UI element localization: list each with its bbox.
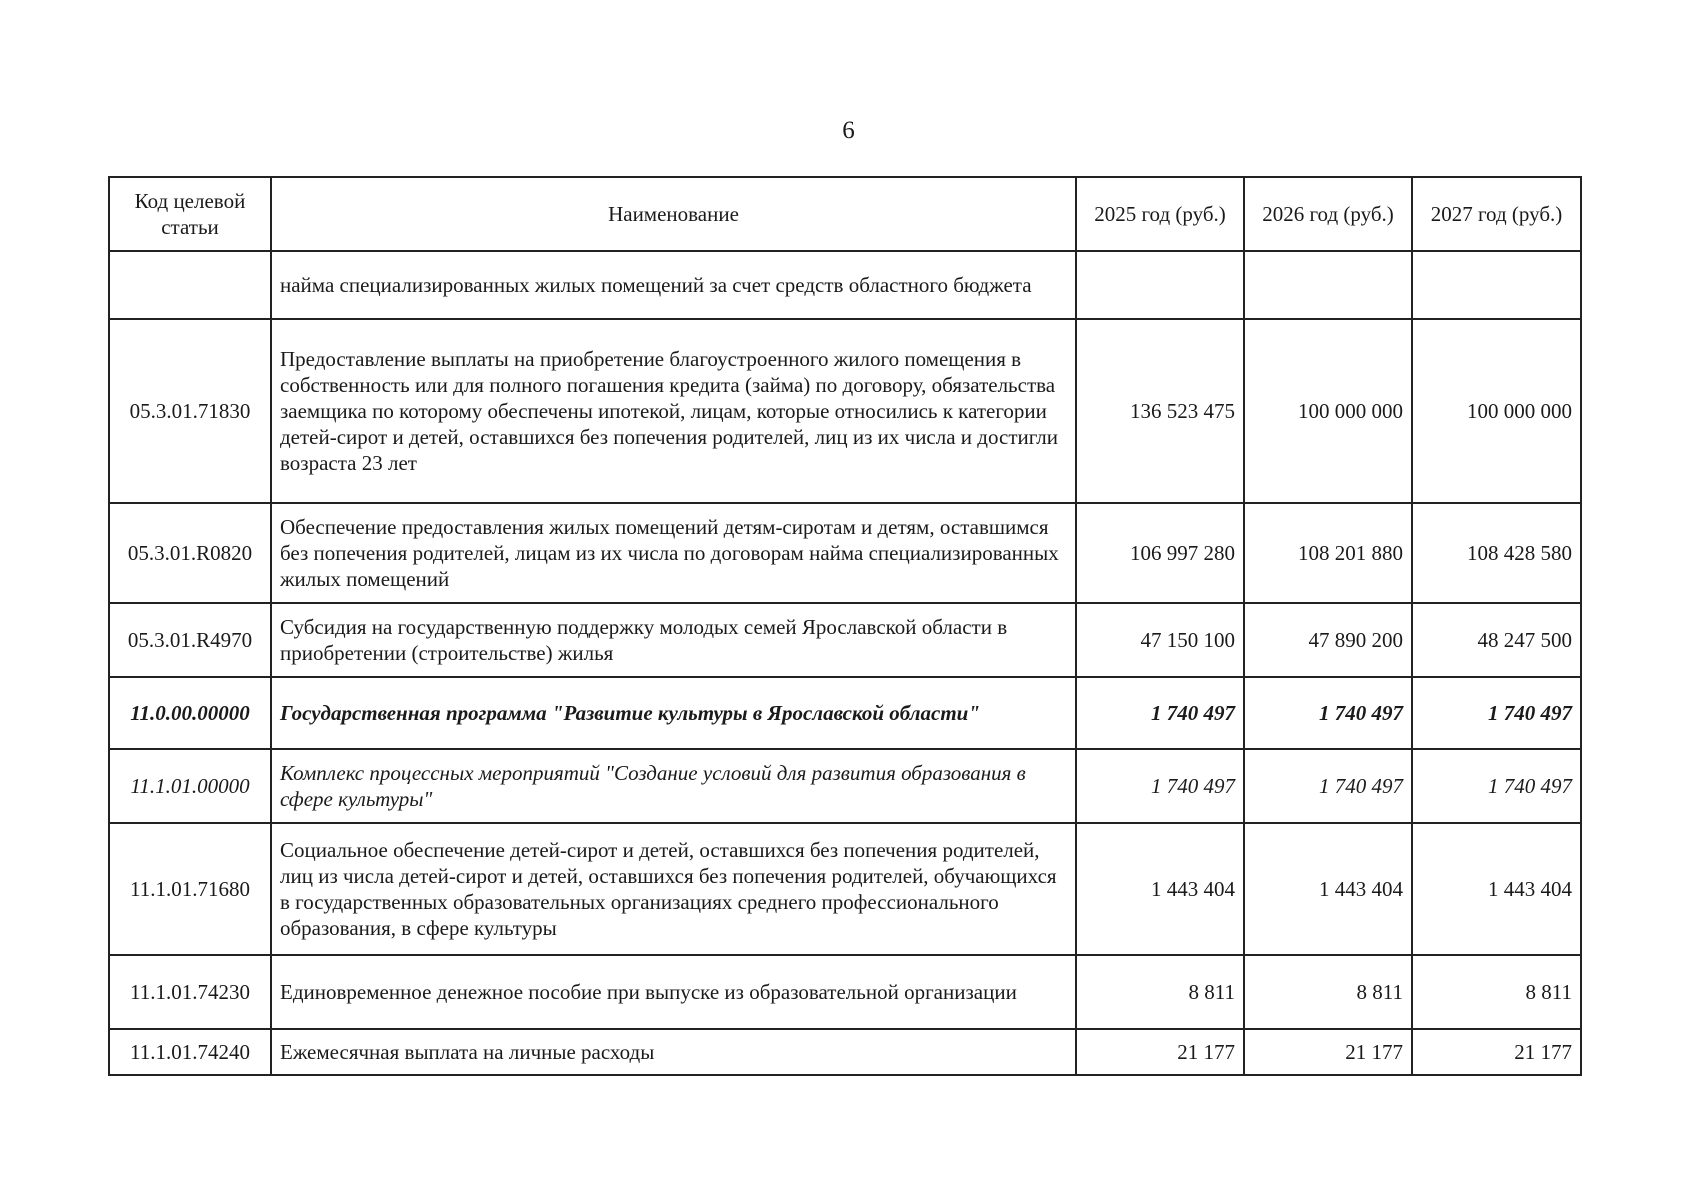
row-2027: 108 428 580 [1412, 503, 1581, 603]
row-code: 11.1.01.74230 [109, 955, 271, 1029]
row-2027: 48 247 500 [1412, 603, 1581, 677]
row-code [109, 251, 271, 319]
table-row [109, 1029, 1581, 1075]
row-name: найма специализированных жилых помещений за счет средств областного бюджета [271, 251, 1076, 319]
row-code: 05.3.01.R4970 [109, 603, 271, 677]
row-2025: 47 150 100 [1076, 603, 1244, 677]
row-code: 11.1.01.00000 [109, 749, 271, 823]
row-2026: 1 740 497 [1244, 677, 1412, 749]
row-2026: 1 740 497 [1244, 749, 1412, 823]
row-2026: 47 890 200 [1244, 603, 1412, 677]
header-name: Наименование [271, 177, 1076, 251]
row-2027: 21 177 [1412, 1029, 1581, 1075]
row-name: Социальное обеспечение детей-сирот и детей, оставшихся без попечения родителей, лиц из числа детей-сирот и детей, оставшихся без попечения родителей, обучающихся в государственных образовательных организациях среднего профессионального образования, в сфере культуры [271, 823, 1076, 955]
row-2025: 1 443 404 [1076, 823, 1244, 955]
table-row-program [109, 677, 1581, 749]
row-2025: 1 740 497 [1076, 677, 1244, 749]
row-code: 11.1.01.74240 [109, 1029, 271, 1075]
header-2025: 2025 год (руб.) [1076, 177, 1244, 251]
row-name: Предоставление выплаты на приобретение благоустроенного жилого помещения в собственность или для полного погашения кредита (займа) по договору, обязательства заемщика по которому обеспечены ипотекой, лицам, которые относились к категории детей-сирот и детей, оставшихся без попечения родителей, лиц из их числа и достигли возраста 23 лет [271, 319, 1076, 503]
table-row [109, 503, 1581, 603]
budget-table [108, 176, 1582, 1076]
row-code: 05.3.01.71830 [109, 319, 271, 503]
header-code: Код целевой статьи [109, 177, 271, 251]
header-2027: 2027 год (руб.) [1412, 177, 1581, 251]
row-name: Субсидия на государственную поддержку молодых семей Ярославской области в приобретении (строительстве) жилья [271, 603, 1076, 677]
row-name: Единовременное денежное пособие при выпуске из образовательной организации [271, 955, 1076, 1029]
header-2026: 2026 год (руб.) [1244, 177, 1412, 251]
row-2026: 21 177 [1244, 1029, 1412, 1075]
table-row [109, 319, 1581, 503]
row-2027: 1 740 497 [1412, 749, 1581, 823]
page-number: 6 [842, 117, 855, 144]
row-2027: 1 740 497 [1412, 677, 1581, 749]
row-name: Государственная программа "Развитие культуры в Ярославской области" [271, 677, 1076, 749]
row-2027 [1412, 251, 1581, 319]
row-2025: 1 740 497 [1076, 749, 1244, 823]
row-2025: 21 177 [1076, 1029, 1244, 1075]
row-2025: 106 997 280 [1076, 503, 1244, 603]
row-code: 11.0.00.00000 [109, 677, 271, 749]
row-name: Обеспечение предоставления жилых помещений детям-сиротам и детям, оставшимся без попечения родителей, лицам из их числа по договорам найма специализированных жилых помещений [271, 503, 1076, 603]
row-code: 05.3.01.R0820 [109, 503, 271, 603]
row-2025: 136 523 475 [1076, 319, 1244, 503]
row-2025 [1076, 251, 1244, 319]
row-2026: 108 201 880 [1244, 503, 1412, 603]
table-row [109, 823, 1581, 955]
row-2026 [1244, 251, 1412, 319]
row-2027: 1 443 404 [1412, 823, 1581, 955]
row-2027: 8 811 [1412, 955, 1581, 1029]
table-row [109, 603, 1581, 677]
table-header-row [109, 177, 1581, 251]
row-2026: 100 000 000 [1244, 319, 1412, 503]
row-name: Комплекс процессных мероприятий "Создание условий для развития образования в сфере культуры" [271, 749, 1076, 823]
row-2025: 8 811 [1076, 955, 1244, 1029]
row-2027: 100 000 000 [1412, 319, 1581, 503]
row-2026: 1 443 404 [1244, 823, 1412, 955]
table-row [109, 251, 1581, 319]
table-row-complex [109, 749, 1581, 823]
row-2026: 8 811 [1244, 955, 1412, 1029]
row-name: Ежемесячная выплата на личные расходы [271, 1029, 1076, 1075]
table-row [109, 955, 1581, 1029]
row-code: 11.1.01.71680 [109, 823, 271, 955]
